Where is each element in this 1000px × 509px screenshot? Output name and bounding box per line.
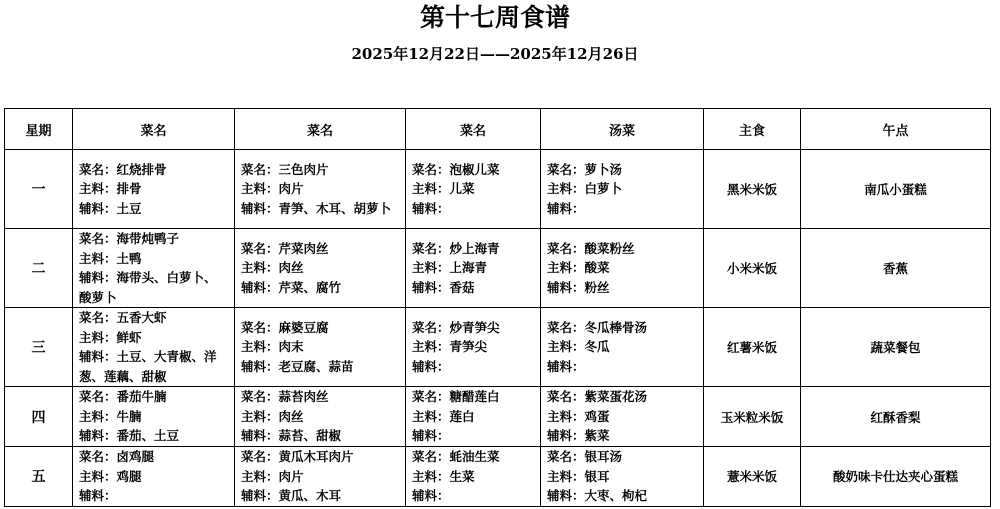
- snack-cell: 香蕉: [801, 229, 991, 308]
- dish-side-ingredient: 辅料：: [412, 200, 450, 216]
- dish-cell: [406, 308, 541, 387]
- dish-side-ingredient: 辅料：蒜苔、甜椒: [241, 428, 342, 444]
- dish-side-ingredient: 辅料：: [547, 358, 585, 374]
- staple-cell: 小米米饭: [704, 229, 801, 308]
- dish-main-ingredient: 主料：肉丝: [241, 260, 304, 276]
- dish-cell: [73, 308, 235, 387]
- soup-cell: [541, 387, 704, 447]
- weekday-cell: 三: [5, 308, 73, 387]
- dish-cell: [73, 387, 235, 447]
- dish-cell: [73, 229, 235, 308]
- date-range: 2025年12月22日——2025年12月26日: [351, 45, 639, 63]
- weekday-cell: 一: [5, 150, 73, 229]
- dish-name: 菜名：三色肉片: [241, 161, 329, 177]
- weekday-cell: 五: [5, 447, 73, 507]
- dish-side-ingredient: 辅料：老豆腐、蒜苗: [241, 358, 354, 374]
- dish-name: 菜名：冬瓜棒骨汤: [547, 319, 648, 335]
- table-row: [5, 229, 991, 308]
- snack-cell: 红酥香梨: [801, 387, 991, 447]
- dish-side-ingredient: 辅料：粉丝: [547, 279, 610, 295]
- dish-side-ingredient: 辅料：紫菜: [547, 428, 610, 444]
- dish-name: 菜名：紫菜蛋花汤: [547, 389, 648, 405]
- dish-main-ingredient: 主料：白萝卜: [547, 181, 623, 197]
- dish-main-ingredient: 主料：鸡蛋: [547, 408, 610, 424]
- snack-cell: 酸奶味卡仕达夹心蛋糕: [801, 447, 991, 507]
- dish-main-ingredient: 主料：肉片: [241, 468, 304, 484]
- header-dish-2: 菜名: [235, 109, 406, 150]
- dish-main-ingredient: 主料：青笋尖: [412, 339, 488, 355]
- dish-side-ingredient: 辅料：香菇: [412, 279, 475, 295]
- dish-name: 菜名：泡椒儿菜: [412, 161, 500, 177]
- dish-main-ingredient: 主料：鲜虾: [79, 329, 142, 345]
- soup-cell: [541, 447, 704, 507]
- weekday-cell: 二: [5, 229, 73, 308]
- dish-cell: [406, 229, 541, 308]
- soup-cell: [541, 229, 704, 308]
- page-title: 第十七周食谱: [419, 3, 570, 32]
- dish-name: 菜名：黄瓜木耳肉片: [241, 449, 354, 464]
- dish-side-ingredient: 辅料：青笋、木耳、胡萝卜: [241, 200, 392, 216]
- dish-cell: [235, 308, 406, 387]
- dish-name: 菜名：炒青笋尖: [412, 319, 500, 335]
- dish-cell: [406, 447, 541, 507]
- dish-main-ingredient: 主料：肉丝: [241, 408, 304, 424]
- dish-main-ingredient: 主料：排骨: [79, 181, 142, 197]
- dish-side-ingredient: 辅料：: [79, 488, 117, 503]
- staple-cell: 薏米米饭: [704, 447, 801, 507]
- dish-main-ingredient: 主料：生菜: [412, 468, 475, 484]
- dish-main-ingredient: 主料：上海青: [412, 260, 488, 276]
- dish-side-ingredient: 辅料：: [412, 428, 450, 444]
- dish-main-ingredient: 主料：牛腩: [79, 408, 142, 424]
- dish-cell: [73, 150, 235, 229]
- table-header-row: [5, 109, 991, 150]
- dish-name: 菜名：海带炖鸭子: [79, 231, 180, 246]
- dish-name: 菜名：银耳汤: [547, 449, 623, 464]
- soup-cell: [541, 308, 704, 387]
- header-snack: 午点: [801, 109, 991, 150]
- dish-side-ingredient: 辅料：黄瓜、木耳: [241, 488, 342, 503]
- dish-name: 菜名：炒上海青: [412, 240, 500, 256]
- table-row: [5, 447, 991, 507]
- dish-side-ingredient: 辅料：: [412, 358, 450, 374]
- dish-side-ingredient: 辅料：芹菜、腐竹: [241, 279, 342, 295]
- dish-main-ingredient: 主料：鸡腿: [79, 468, 142, 484]
- dish-cell: [235, 150, 406, 229]
- dish-name: 菜名：糖醋莲白: [412, 389, 500, 405]
- dish-cell: [235, 387, 406, 447]
- weekday-cell: 四: [5, 387, 73, 447]
- dish-main-ingredient: 主料：酸菜: [547, 260, 610, 276]
- dish-name: 菜名：芹菜肉丝: [241, 240, 329, 256]
- dish-name: 菜名：五香大虾: [79, 310, 167, 325]
- dish-name: 菜名：酸菜粉丝: [547, 240, 635, 256]
- table-row: [5, 150, 991, 229]
- dish-cell: [73, 447, 235, 507]
- dish-side-ingredient: 辅料：海带头、白萝卜、酸萝卜: [79, 270, 217, 305]
- dish-name: 菜名：蒜苔肉丝: [241, 389, 329, 405]
- staple-cell: 红薯米饭: [704, 308, 801, 387]
- snack-cell: 蔬菜餐包: [801, 308, 991, 387]
- dish-name: 菜名：萝卜汤: [547, 161, 623, 177]
- table-row: [5, 387, 991, 447]
- staple-cell: 玉米粒米饭: [704, 387, 801, 447]
- dish-name: 菜名：卤鸡腿: [79, 449, 155, 464]
- dish-main-ingredient: 主料：肉末: [241, 339, 304, 355]
- dish-name: 菜名：麻婆豆腐: [241, 319, 329, 335]
- header-dish-3: 菜名: [406, 109, 541, 150]
- dish-side-ingredient: 辅料：番茄、土豆: [79, 428, 180, 444]
- dish-cell: [235, 447, 406, 507]
- header-soup: 汤菜: [541, 109, 704, 150]
- header-weekday: 星期: [5, 109, 73, 150]
- dish-name: 菜名：番茄牛腩: [79, 389, 167, 405]
- dish-main-ingredient: 主料：土鸭: [79, 250, 142, 266]
- dish-side-ingredient: 辅料：: [547, 200, 585, 216]
- dish-side-ingredient: 辅料：土豆: [79, 200, 142, 216]
- table-row: [5, 308, 991, 387]
- staple-cell: 黑米米饭: [704, 150, 801, 229]
- menu-table: [4, 108, 991, 507]
- dish-main-ingredient: 主料：肉片: [241, 181, 304, 197]
- dish-name: 菜名：红烧排骨: [79, 161, 167, 177]
- snack-cell: 南瓜小蛋糕: [801, 150, 991, 229]
- header-staple: 主食: [704, 109, 801, 150]
- dish-main-ingredient: 主料：冬瓜: [547, 339, 610, 355]
- dish-cell: [406, 150, 541, 229]
- dish-side-ingredient: 辅料：土豆、大青椒、洋葱、莲藕、甜椒: [79, 349, 217, 384]
- header-dish-1: 菜名: [73, 109, 235, 150]
- dish-cell: [235, 229, 406, 308]
- dish-main-ingredient: 主料：儿菜: [412, 181, 475, 197]
- dish-side-ingredient: 辅料：: [412, 488, 450, 503]
- dish-cell: [406, 387, 541, 447]
- dish-side-ingredient: 辅料：大枣、枸杞: [547, 488, 648, 503]
- dish-main-ingredient: 主料：银耳: [547, 468, 610, 484]
- dish-main-ingredient: 主料：莲白: [412, 408, 475, 424]
- soup-cell: [541, 150, 704, 229]
- dish-name: 菜名：蚝油生菜: [412, 449, 500, 464]
